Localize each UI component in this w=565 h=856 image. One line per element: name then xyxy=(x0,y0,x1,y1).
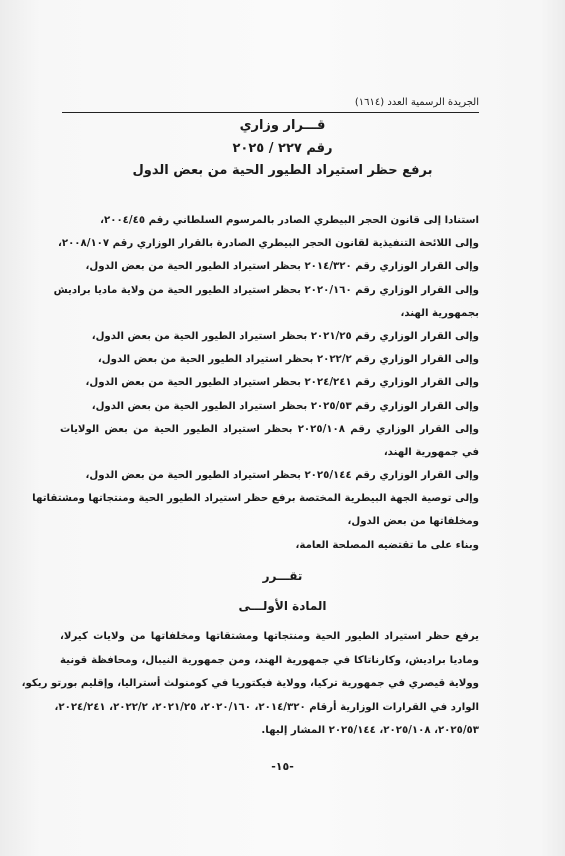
article-line: الوارد في القرارات الوزارية أرقام ٢٠١٤/٣٢٠، ٢٠٢٠/١٦٠، ٢٠٢١/٢٥، ٢٠٢٢/٢، ٢٠٢٤/٢٤١، xyxy=(54,701,479,713)
article-line: وولاية قيصري في جمهورية تركيا، وولاية فيكتوريا في كومنولث أستراليا، وإقليم بورتو ريكو، xyxy=(21,678,479,689)
preamble-line: في جمهورية الهند، xyxy=(383,446,479,458)
journal-title: الجريدة الرسمية العدد (١٦١٤) xyxy=(354,97,479,108)
header-divider xyxy=(62,112,479,113)
preamble-line: وإلى القرار الوزاري رقم ٢٠٢٥/٥٣ بحظر استيراد الطيور الحية من بعض الدول، xyxy=(91,400,479,412)
article-line: يرفع حظر استيراد الطيور الحية ومنتجاتها ومشتقاتها ومخلفاتها من ولايات كيرلا، xyxy=(60,631,479,642)
preamble-line: وإلى القرار الوزاري رقم ٢٠٢١/٢٥ بحظر استيراد الطيور الحية من بعض الدول، xyxy=(91,330,479,342)
decision-subject: برفع حظر استيراد الطيور الحية من بعض الدول xyxy=(132,163,433,178)
preamble-line: وبناء على ما تقتضيه المصلحة العامة، xyxy=(295,539,479,551)
preamble-line: وإلى القرار الوزاري رقم ٢٠٢٠/١٦٠ بحظر استيراد الطيور الحية من ولاية ماديا براديش xyxy=(53,284,479,296)
preamble-line: وإلى القرار الوزاري رقم ٢٠٢٥/١٤٤ بحظر استيراد الطيور الحية من بعض الدول، xyxy=(85,470,479,482)
preamble-line: استنادا إلى قانون الحجر البيطري الصادر بالمرسوم السلطاني رقم ٢٠٠٤/٤٥، xyxy=(100,215,479,226)
decides-heading: تقـــرر xyxy=(262,569,303,583)
page-header xyxy=(62,95,479,111)
preamble-line: وإلى القرار الوزاري رقم ٢٠٢٤/٢٤١ بحظر استيراد الطيور الحية من بعض الدول، xyxy=(85,377,479,389)
decision-number: رقم ٢٢٧ / ٢٠٢٥ xyxy=(232,141,333,156)
article-line: ٢٠٢٥/٥٣، ٢٠٢٥/١٠٨، ٢٠٢٥/١٤٤ المشار إليها. xyxy=(261,725,479,736)
preamble-line: وإلى القرار الوزاري رقم ٢٠٢٢/٢ بحظر استيراد الطيور الحية من بعض الدول، xyxy=(97,354,479,366)
article-one-body xyxy=(21,625,479,743)
article-one-heading: المادة الأولـــى xyxy=(238,599,327,613)
preamble xyxy=(32,209,479,557)
preamble-line: وإلى القرار الوزاري رقم ٢٠٢٥/١٠٨ بحظر استيراد الطيور الحية من بعض الولايات xyxy=(60,423,479,435)
preamble-line: وإلى توصية الجهة البيطرية المختصة برفع حظر استيراد الطيور الحية ومنتجاتها ومشتقاتها xyxy=(32,493,479,505)
preamble-line: بجمهورية الهند، xyxy=(400,307,479,319)
preamble-line: ومخلفاتها من بعض الدول، xyxy=(347,516,479,528)
preamble-line: وإلى القرار الوزاري رقم ٢٠١٤/٣٢٠ بحظر استيراد الطيور الحية من بعض الدول، xyxy=(85,261,479,273)
decision-heading: قـــرار وزاري xyxy=(239,118,326,133)
article-line: وماديا براديش، وكارناتاكا في جمهورية الهند، ومن جمهورية النيبال، ومحافظة قونية xyxy=(60,654,479,666)
preamble-line: وإلى اللائحة التنفيذية لقانون الحجر البيطري الصادرة بالقرار الوزاري رقم ٢٠٠٨/١٠٧، xyxy=(58,238,479,250)
page-number: -١٥- xyxy=(271,760,294,773)
